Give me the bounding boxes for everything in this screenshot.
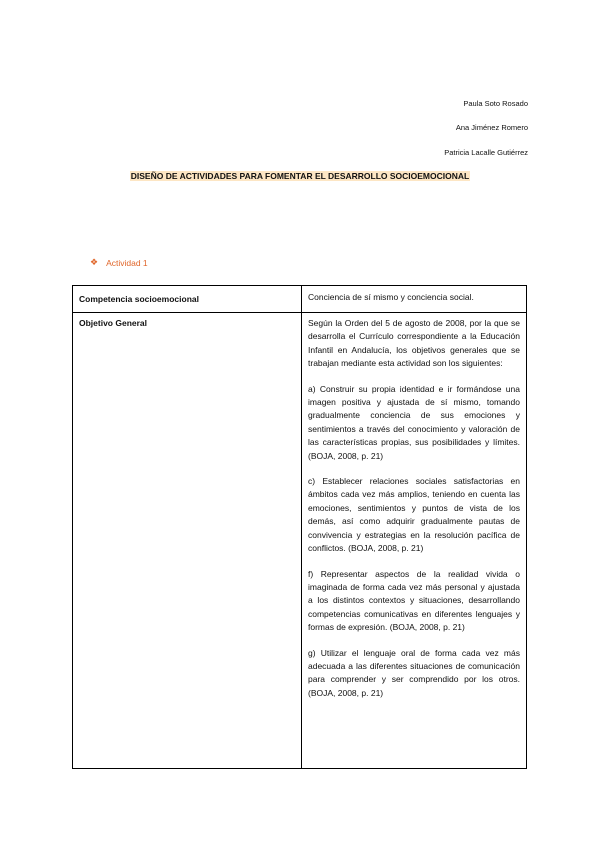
- competencia-value: Conciencia de sí mismo y conciencia social.: [302, 286, 527, 313]
- objetivo-paragraph-a: a) Construir su propia identidad e ir formándose una imagen positiva y ajustada de sí mismo, tomando gradualmente conciencia de sus emociones y sentimientos a través del conocimiento y valoración de las características propias, sus posibilidades y límites. (BOJA, 2008, p. 21): [308, 383, 520, 461]
- objetivo-paragraph-c: c) Establecer relaciones sociales satisfactorias en ámbitos cada vez más amplios, teniendo en cuenta las emociones, sentimientos y puntos de vista de los demás, así como adquirir gradualmente pautas de convivencia y estrategias en la resolución pacífica de conflictos. (BOJA, 2008, p. 21): [308, 476, 520, 554]
- author-1: Paula Soto Rosado: [463, 99, 528, 108]
- diamond-bullet-icon: ❖: [90, 257, 99, 267]
- objetivo-label: Objetivo General: [73, 313, 302, 769]
- document-title-text: DISEÑO DE ACTIVIDADES PARA FOMENTAR EL DESARROLLO SOCIOEMOCIONAL: [130, 171, 470, 181]
- objetivo-paragraph-intro: Según la Orden del 5 de agosto de 2008, por la que se desarrolla el Currículo correspondiente a la Educación Infantil en Andalucía, los objetivos generales que se trabajan mediante esta actividad son los siguientes:: [308, 318, 520, 369]
- activity-heading: [90, 257, 148, 268]
- document-title: [0, 171, 600, 181]
- author-2: Ana Jiménez Romero: [455, 123, 528, 132]
- activity-label: Actividad 1: [106, 257, 148, 268]
- objetivo-paragraph-g: g) Utilizar el lenguaje oral de forma cada vez más adecuada a las diferentes situaciones de comunicación para comprender y ser comprendido por los otros. (BOJA, 2008, p. 21): [308, 647, 520, 698]
- objetivo-paragraph-f: f) Representar aspectos de la realidad vivida o imaginada de forma cada vez más personal y ajustada a los distintos contextos y situaciones, desarrollando competencias comunicativas en diferentes lenguajes y formas de expresión. (BOJA, 2008, p. 21): [308, 568, 520, 633]
- objetivo-value: [302, 313, 527, 769]
- table-row: [73, 313, 527, 769]
- table-row: [73, 286, 527, 313]
- competencia-label: Competencia socioemocional: [73, 286, 302, 313]
- activity-table: [72, 285, 527, 769]
- author-3: Patricia Lacalle Gutiérrez: [444, 148, 528, 157]
